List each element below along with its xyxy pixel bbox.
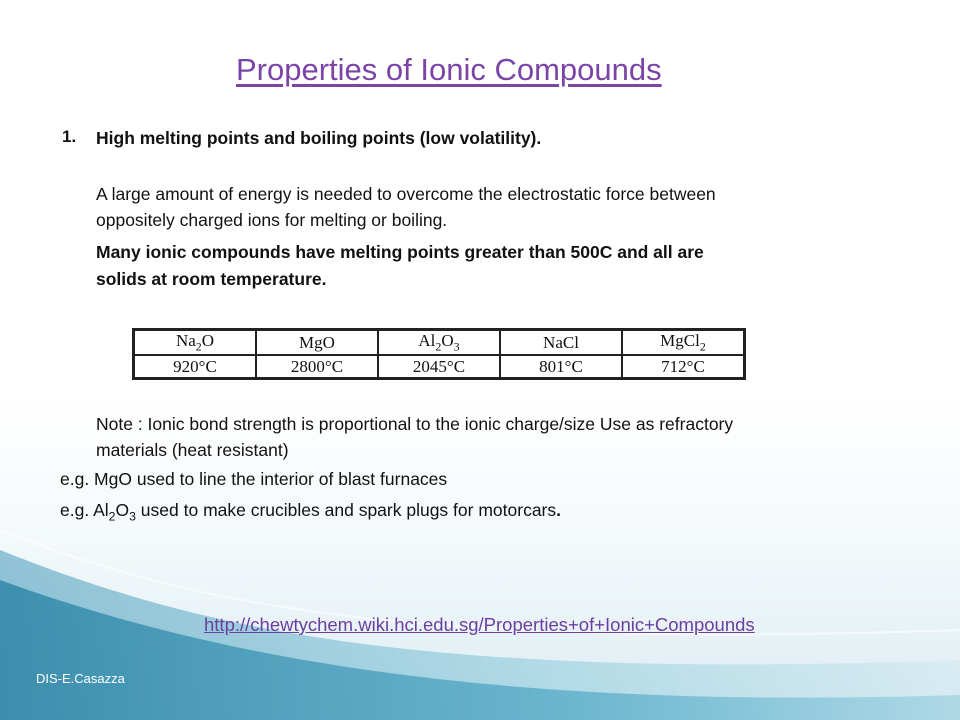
table-header-cell: MgO [256,330,378,356]
table-header-cell: $Al_2O_3$ [378,330,500,356]
table-cell: 712°C [622,355,745,379]
table-cell: 2045°C [378,355,500,379]
list-number: 1. [62,127,77,146]
reference-link[interactable]: http://chewtychem.wiki.hci.edu.sg/Properties+of+Ionic+Compounds [204,614,755,635]
bold-paragraph-line: solids at room temperature. [96,269,327,289]
melting-point-table [132,328,746,380]
note-line: materials (heat resistant) [96,440,289,460]
table-cell: 2800°C [256,355,378,379]
table-header-cell: NaCl [500,330,622,356]
table-header-cell: $Na_2O$ [134,330,257,356]
footer-author: DIS-E.Casazza [36,671,125,686]
table-cell: 920°C [134,355,257,379]
list-heading: High melting points and boiling points (low volatility). [96,128,542,148]
slide-title: Properties of Ionic Compounds [236,52,662,87]
table-row [134,355,745,379]
melting-point-table-panel [27,326,800,404]
note-line: Note : Ionic bond strength is proportional to the ionic charge/size Use as refractory [96,414,734,434]
table-row [134,330,745,356]
table-header-cell: MgCl$_2$ [622,330,745,356]
bold-paragraph-line: Many ionic compounds have melting points greater than 500C and all are [96,242,704,262]
paragraph-line: A large amount of energy is needed to overcome the electrostatic force between [96,184,716,204]
example-line: e.g. MgO used to line the interior of blast furnaces [60,469,448,489]
table-cell: 801°C [500,355,622,379]
paragraph-line: oppositely charged ions for melting or boiling. [96,210,448,230]
example-line: e.g. $Al_2O_3$ used to make crucibles and spark plugs for motorcars. [60,500,562,524]
